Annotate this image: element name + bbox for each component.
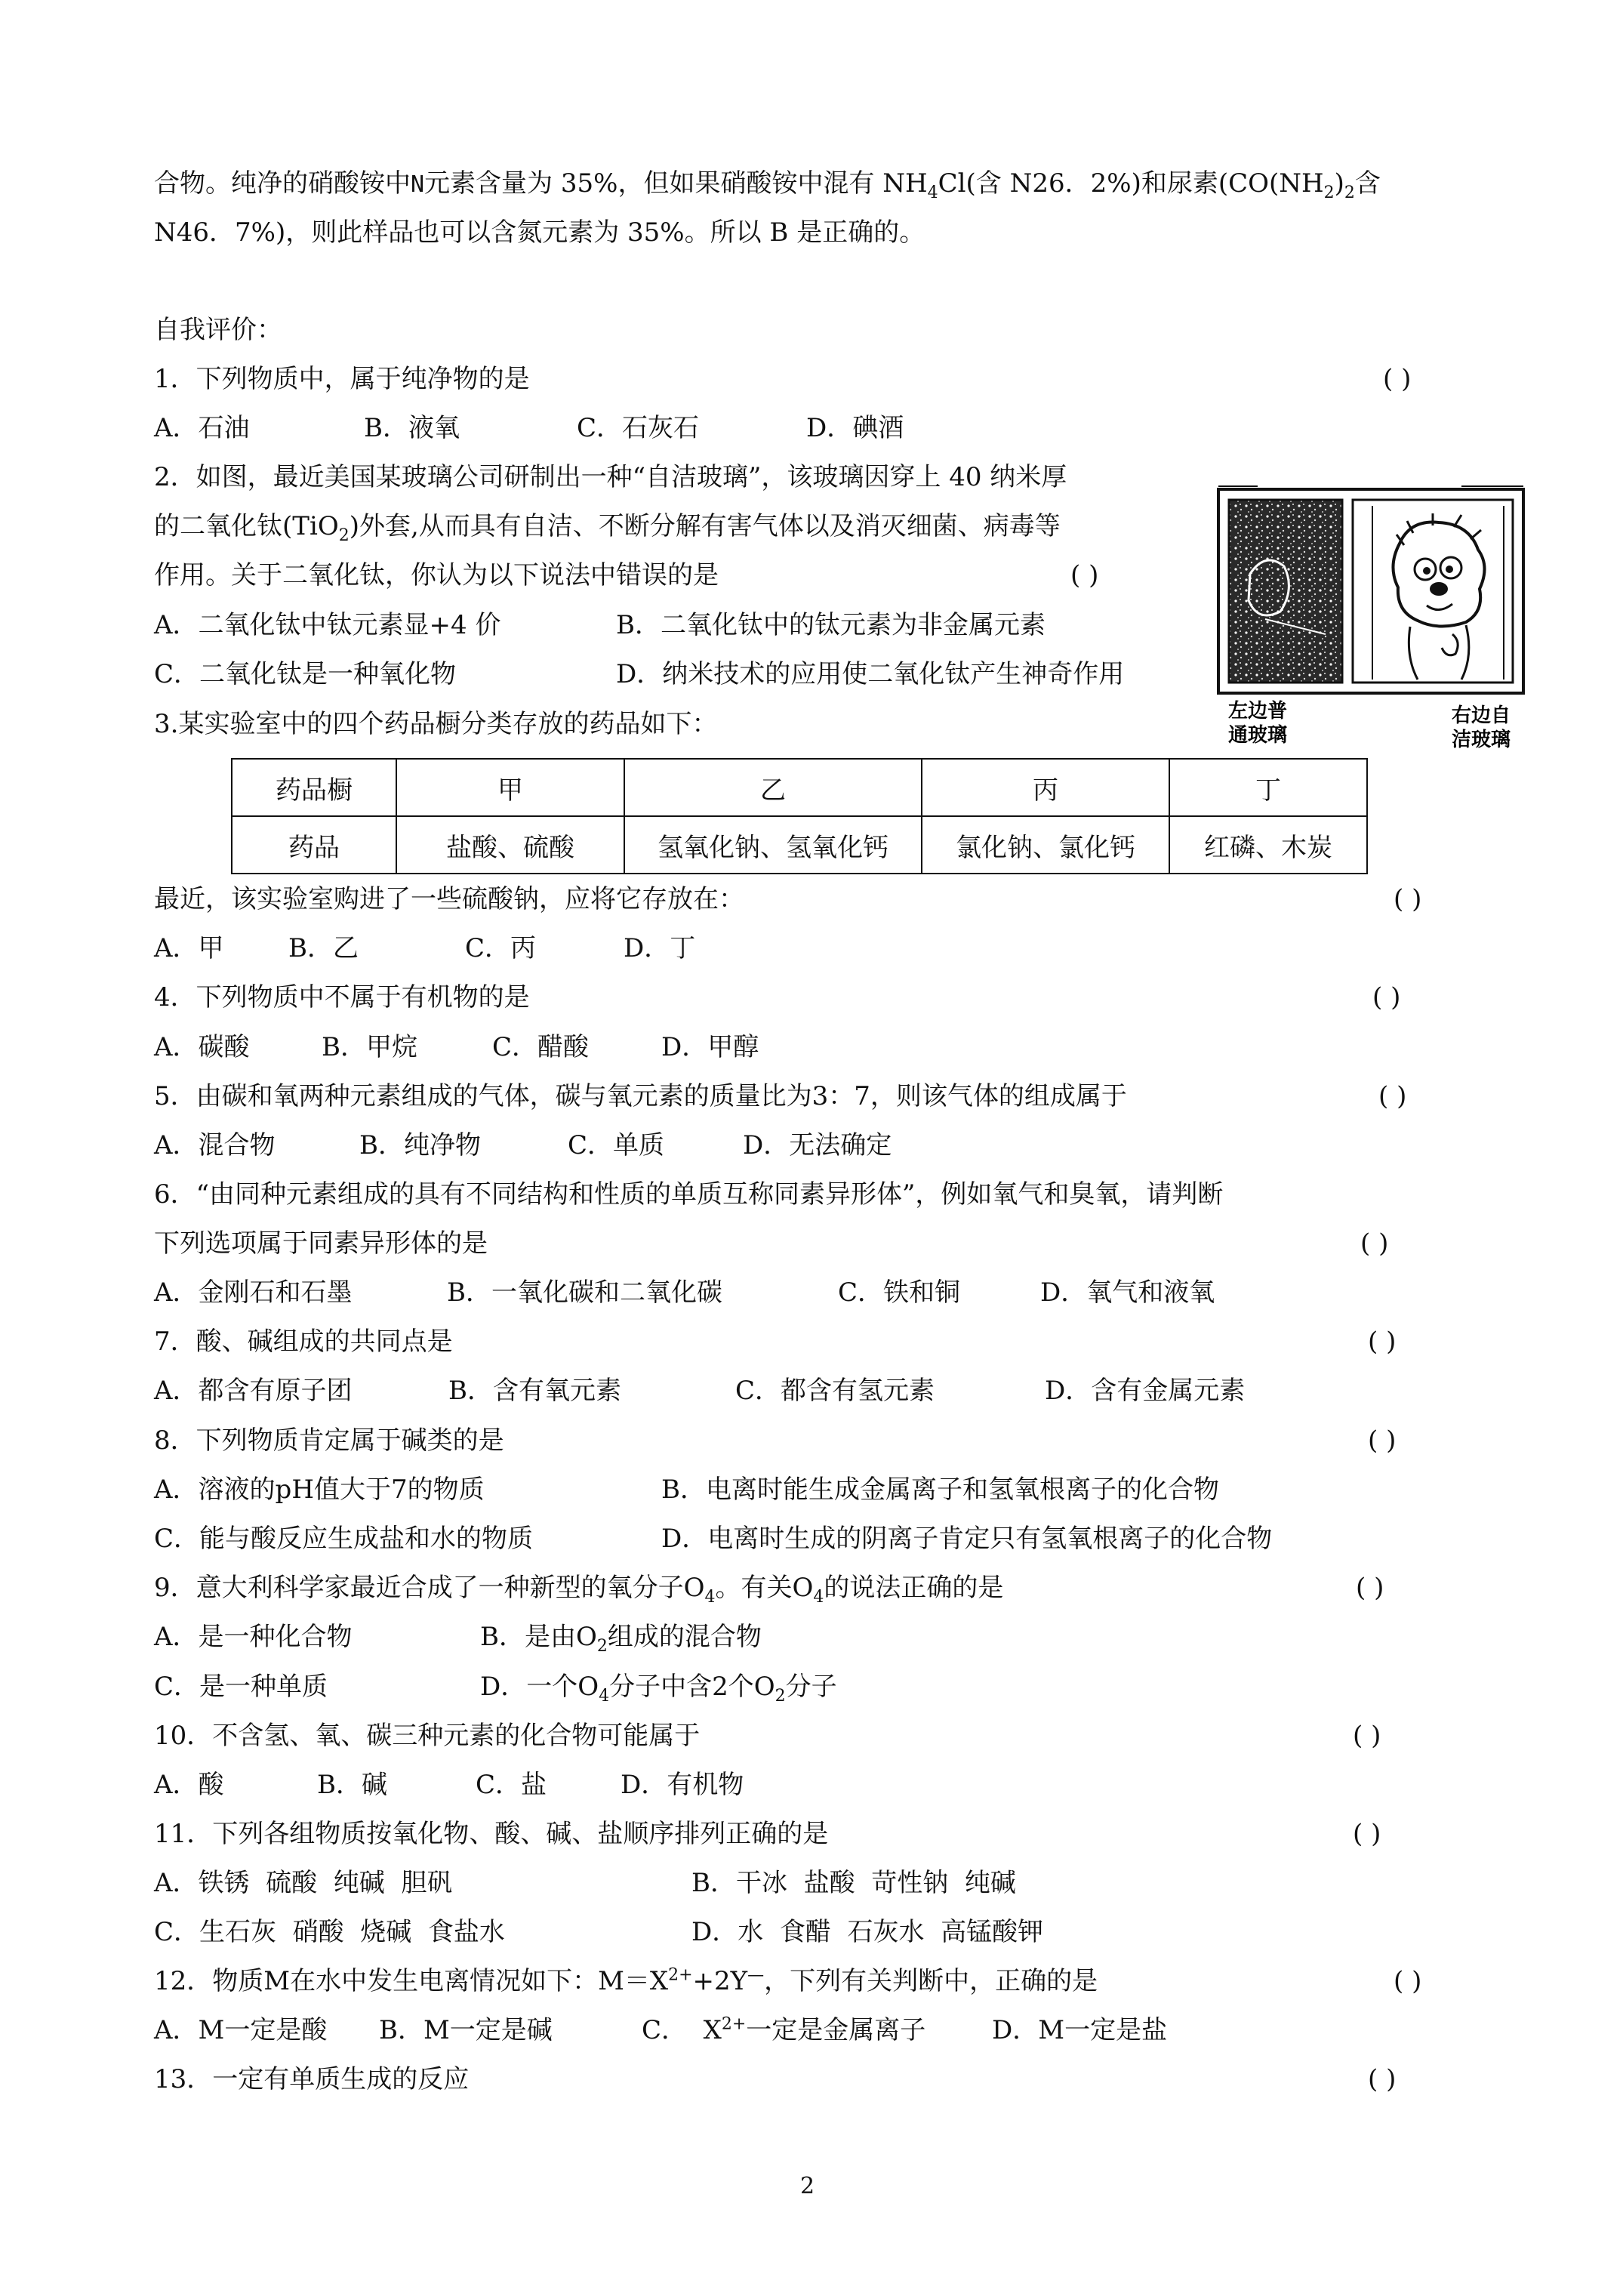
option-text: B．是由O bbox=[480, 1622, 597, 1652]
option: A．石油 bbox=[154, 413, 250, 443]
q1-stem: 1．下列物质中，属于纯净物的是 bbox=[154, 364, 530, 394]
option: B．M一定是碱 bbox=[379, 2015, 553, 2045]
q2-options-cd bbox=[154, 655, 1211, 693]
intro-line-2: N46．7%)，则此样品也可以含氮元素为 35%。所以 B 是正确的。 bbox=[154, 217, 925, 248]
option: D．丁 bbox=[624, 933, 696, 963]
subscript: 2 bbox=[1323, 183, 1335, 202]
q7-options bbox=[154, 1372, 1362, 1410]
q5-stem: 5．由碳和氧两种元素组成的气体，碳与氧元素的质量比为3：7，则该气体的组成属于 bbox=[154, 1081, 1127, 1111]
option: C．丙 bbox=[465, 933, 537, 963]
table-cell: 盐酸、硫酸 bbox=[396, 816, 624, 874]
option: D．M一定是盐 bbox=[992, 2015, 1168, 2045]
q8-options-cd bbox=[154, 1520, 1362, 1558]
option: C．都含有氢元素 bbox=[735, 1376, 935, 1406]
option: B．含有氧元素 bbox=[448, 1376, 621, 1406]
option: A．碳酸 bbox=[154, 1032, 250, 1062]
option: D．碘酒 bbox=[806, 413, 904, 443]
option: D．水 食醋 石灰水 高锰酸钾 bbox=[691, 1917, 1044, 1947]
intro-text: 合物。纯净的硝酸铵中 bbox=[154, 168, 411, 199]
q2-text: 的二氧化钛(TiO bbox=[154, 511, 339, 541]
option: B．甲烷 bbox=[322, 1032, 417, 1062]
option bbox=[642, 2011, 925, 2049]
intro-text: 元素含量为 35%，但如果硝酸铵中混有 NH bbox=[424, 168, 928, 199]
option: C．能与酸反应生成盐和水的物质 bbox=[154, 1524, 534, 1554]
table-header-cell: 丙 bbox=[922, 759, 1169, 816]
option: B．液氧 bbox=[364, 413, 460, 443]
answer-blank: ( ) bbox=[1368, 2064, 1397, 2094]
option: C．醋酸 bbox=[492, 1032, 590, 1062]
subscript: 4 bbox=[704, 1587, 716, 1607]
q3-options bbox=[154, 929, 909, 967]
q1-options bbox=[154, 409, 1286, 447]
q6-stem-1: 6．“由同种元素组成的具有不同结构和性质的单质互称同素异形体”，例如氧气和臭氧，请判断 bbox=[154, 1179, 1224, 1210]
option: C．单质 bbox=[568, 1130, 665, 1160]
option: A．铁锈 硫酸 纯碱 胆矾 bbox=[154, 1868, 453, 1898]
q12-text: +2Y bbox=[692, 1966, 748, 1996]
option: D．氧气和液氧 bbox=[1040, 1277, 1215, 1308]
answer-blank: ( ) bbox=[1394, 884, 1422, 914]
table-cell: 氯化钠、氯化钙 bbox=[922, 816, 1169, 874]
q4-stem: 4．下列物质中不属于有机物的是 bbox=[154, 982, 530, 1012]
option-text: 组成的混合物 bbox=[607, 1622, 762, 1652]
intro-text: 含 bbox=[1354, 168, 1381, 199]
answer-blank: ( ) bbox=[1070, 560, 1099, 590]
option: A．都含有原子团 bbox=[154, 1376, 353, 1406]
option: C．盐 bbox=[476, 1770, 547, 1800]
q2-options-ab bbox=[154, 606, 1211, 644]
option: D．电离时生成的阴离子肯定只有氢氧根离子的化合物 bbox=[661, 1524, 1273, 1554]
q9-options-cd bbox=[154, 1668, 1060, 1706]
option: C．是一种单质 bbox=[154, 1672, 328, 1702]
subscript: 2 bbox=[1344, 183, 1355, 202]
option: A．甲 bbox=[154, 933, 224, 963]
q6-stem-2: 下列选项属于同素异形体的是 bbox=[154, 1228, 488, 1259]
option: B．干冰 盐酸 苛性钠 纯碱 bbox=[691, 1868, 1016, 1898]
dirty-glass-pane bbox=[1229, 500, 1342, 683]
left-caption: 通玻璃 bbox=[1227, 724, 1288, 747]
subscript: 4 bbox=[927, 183, 938, 202]
option-text: 分子 bbox=[785, 1672, 837, 1702]
option-text: C． X bbox=[642, 2015, 722, 2045]
answer-blank: ( ) bbox=[1360, 1228, 1389, 1259]
cabinet-table bbox=[231, 758, 1368, 874]
table-cell: 红磷、木炭 bbox=[1169, 816, 1367, 874]
option: C．石灰石 bbox=[577, 413, 700, 443]
table-header-cell: 乙 bbox=[624, 759, 922, 816]
option-text: 一定是金属离子 bbox=[746, 2015, 926, 2045]
right-caption: 右边自 bbox=[1451, 704, 1511, 727]
option: D．含有金属元素 bbox=[1045, 1376, 1246, 1406]
option: A．金刚石和石墨 bbox=[154, 1277, 353, 1308]
answer-blank: ( ) bbox=[1368, 1425, 1397, 1456]
option: A．是一种化合物 bbox=[154, 1622, 353, 1652]
subscript: 2 bbox=[596, 1636, 608, 1656]
q11-stem: 11．下列各组物质按氧化物、酸、碱、盐顺序排列正确的是 bbox=[154, 1819, 829, 1849]
table-cell: 药品 bbox=[232, 816, 396, 874]
q6-options bbox=[154, 1274, 1362, 1311]
q2-text: )外套,从而具有自洁、不断分解有害气体以及消灭细菌、病毒等 bbox=[349, 511, 1061, 541]
right-caption: 洁玻璃 bbox=[1451, 729, 1511, 751]
option: C．生石灰 硝酸 烧碱 食盐水 bbox=[154, 1917, 505, 1947]
q9-options-ab bbox=[154, 1618, 1060, 1656]
option: D．甲醇 bbox=[661, 1032, 759, 1062]
q9-text: 9．意大利科学家最近合成了一种新型的氧分子O bbox=[154, 1573, 705, 1603]
option: A．混合物 bbox=[154, 1130, 276, 1160]
answer-blank: ( ) bbox=[1356, 1573, 1384, 1603]
q9-text: 的说法正确的是 bbox=[824, 1573, 1004, 1603]
answer-blank: ( ) bbox=[1383, 364, 1412, 394]
subscript: 4 bbox=[813, 1587, 824, 1607]
option: B．一氧化碳和二氧化碳 bbox=[447, 1277, 722, 1308]
q12-options bbox=[154, 2011, 1211, 2049]
intro-text: N bbox=[411, 171, 425, 198]
table-header-cell: 丁 bbox=[1169, 759, 1367, 816]
subscript: 4 bbox=[599, 1686, 610, 1706]
intro-text: ) bbox=[1334, 168, 1344, 199]
q9-text: 。有关O bbox=[715, 1573, 814, 1603]
option-text: 分子中含2个O bbox=[609, 1672, 775, 1702]
answer-blank: ( ) bbox=[1394, 1966, 1422, 1996]
option: D．纳米技术的应用使二氧化钛产生神奇作用 bbox=[616, 659, 1125, 689]
option: B．电离时能生成金属离子和氢氧根离子的化合物 bbox=[661, 1475, 1219, 1505]
subscript: 2 bbox=[775, 1686, 786, 1706]
option: A．溶液的pH值大于7的物质 bbox=[154, 1475, 485, 1505]
glass-comparison-illustration bbox=[1212, 461, 1528, 755]
q9-stem bbox=[154, 1569, 1003, 1607]
section-title: 自我评价： bbox=[154, 315, 282, 345]
q3-after: 最近，该实验室购进了一些硫酸钠，应将它存放在： bbox=[154, 884, 744, 914]
superscript: 2+ bbox=[721, 2014, 747, 2034]
intro-line-1 bbox=[154, 165, 1381, 202]
left-caption: 左边普 bbox=[1227, 700, 1288, 723]
option-text: D．一个O bbox=[480, 1672, 599, 1702]
answer-blank: ( ) bbox=[1368, 1327, 1397, 1357]
page-number: 2 bbox=[800, 2173, 815, 2199]
q3-stem: 3.某实验室中的四个药品橱分类存放的药品如下： bbox=[154, 709, 718, 739]
subscript: 2 bbox=[338, 525, 350, 545]
option: A．酸 bbox=[154, 1770, 224, 1800]
q10-stem: 10．不含氢、氧、碳三种元素的化合物可能属于 bbox=[154, 1721, 701, 1751]
answer-blank: ( ) bbox=[1378, 1081, 1407, 1111]
superscript: 2+ bbox=[668, 1965, 693, 1985]
option: B．纯净物 bbox=[359, 1130, 481, 1160]
q12-stem bbox=[154, 1962, 1098, 2000]
answer-blank: ( ) bbox=[1353, 1721, 1381, 1751]
table-cell: 氢氧化钠、氢氧化钙 bbox=[624, 816, 922, 874]
option: D．有机物 bbox=[621, 1770, 744, 1800]
option bbox=[480, 1668, 837, 1706]
q4-options bbox=[154, 1028, 909, 1066]
q12-text: ，下列有关判断中，正确的是 bbox=[764, 1966, 1098, 1996]
q8-stem: 8．下列物质肯定属于碱类的是 bbox=[154, 1425, 504, 1456]
answer-blank: ( ) bbox=[1372, 982, 1401, 1012]
option: C．二氧化钛是一种氧化物 bbox=[154, 659, 457, 689]
q8-options-ab bbox=[154, 1471, 1362, 1509]
option bbox=[480, 1618, 762, 1656]
option: B．二氧化钛中的钛元素为非金属元素 bbox=[616, 610, 1046, 640]
option: C．铁和铜 bbox=[838, 1277, 961, 1308]
q5-options bbox=[154, 1126, 1060, 1164]
q12-text: 12．物质M在水中发生电离情况如下：M＝X bbox=[154, 1966, 669, 1996]
intro-text: Cl(含 N26．2%)和尿素(CO(NH bbox=[938, 168, 1324, 199]
table-header-row bbox=[232, 759, 1367, 816]
option: A．二氧化钛中钛元素显+4 价 bbox=[154, 610, 501, 640]
option: B．碱 bbox=[317, 1770, 387, 1800]
q2-stem-2 bbox=[154, 507, 1061, 545]
q13-stem: 13．一定有单质生成的反应 bbox=[154, 2064, 470, 2094]
q11-options-cd bbox=[154, 1913, 1211, 1951]
table-header-cell: 药品橱 bbox=[232, 759, 396, 816]
q7-stem: 7．酸、碱组成的共同点是 bbox=[154, 1327, 453, 1357]
superscript: — bbox=[747, 1965, 765, 1985]
option: D．无法确定 bbox=[743, 1130, 892, 1160]
q10-options bbox=[154, 1766, 909, 1804]
table-row bbox=[232, 816, 1367, 874]
self-cleaning-glass-figure bbox=[1212, 461, 1528, 755]
q2-stem-1: 2．如图，最近美国某玻璃公司研制出一种“自洁玻璃”，该玻璃因穿上 40 纳米厚 bbox=[154, 462, 1067, 492]
option: B．乙 bbox=[288, 933, 359, 963]
q2-stem-3: 作用。关于二氧化钛，你认为以下说法中错误的是 bbox=[154, 560, 719, 590]
option: A．M一定是酸 bbox=[154, 2015, 328, 2045]
table-header-cell: 甲 bbox=[396, 759, 624, 816]
q11-options-ab bbox=[154, 1864, 1211, 1902]
answer-blank: ( ) bbox=[1353, 1819, 1381, 1849]
